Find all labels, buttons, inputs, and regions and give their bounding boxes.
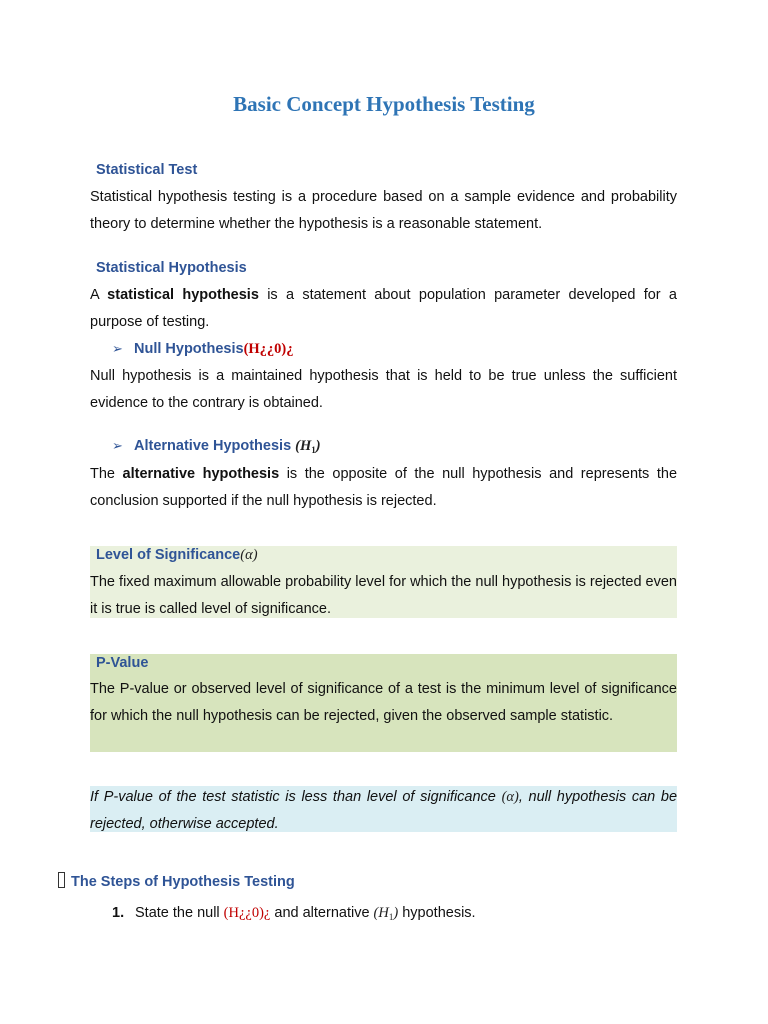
steps-heading: The Steps of Hypothesis Testing: [58, 872, 295, 890]
statistical-test-heading: Statistical Test: [96, 162, 198, 178]
significance-text: The fixed maximum allowable probability level for which the null hypothesis is rejected even it is true is called level of significance.: [90, 574, 677, 617]
null-hypothesis-bullet: ➢ Null Hypothesis(H¿¿0)¿: [112, 341, 294, 357]
alternative-hypothesis-text: The alternative hypothesis is the opposite of the null hypothesis and represents the conclusion supported if the null hypothesis is rejected.: [90, 466, 678, 509]
alpha-symbol: (α): [501, 789, 519, 805]
significance-heading: Level of Significance(α): [96, 547, 258, 563]
p-value-text: The P-value or observed level of significance of a test is the minimum level of significance for which the null hypothesis can be rejected, given the observed sample statistic.: [90, 681, 677, 724]
p-value-heading: P-Value: [96, 655, 149, 671]
null-hypothesis-symbol: (H¿¿0)¿: [243, 341, 294, 357]
page-title: Basic Concept Hypothesis Testing: [233, 92, 535, 116]
decision-rule-note: If P-value of the test statistic is less than level of significance (α), null hypothesis can be rejected, otherwise accepted.: [90, 789, 678, 832]
arrow-bullet-icon: ➢: [112, 341, 123, 356]
arrow-bullet-icon: ➢: [112, 438, 123, 453]
statistical-test-text: Statistical hypothesis testing is a procedure based on a sample evidence and probability theory to determine whether the hypothesis is a reasonable statement.: [90, 189, 677, 232]
step-item: 1. State the null (H¿¿0)¿ and alternative $(H_1)$ hypothesis.: [112, 905, 476, 922]
null-hypothesis-text: Null hypothesis is a maintained hypothesis that is held to be true unless the sufficient evidence to the contrary is obtained.: [90, 368, 677, 411]
box-marker-icon: [58, 872, 65, 888]
alternative-hypothesis-symbol: $(H_1)$: [373, 905, 399, 922]
null-hypothesis-symbol: (H¿¿0)¿: [223, 905, 271, 921]
alternative-hypothesis-symbol: $(H_1)$: [295, 438, 321, 455]
alpha-symbol: (α): [240, 547, 258, 563]
statistical-hypothesis-text: A statistical hypothesis is a statement about population parameter developed for a purpose of testing.: [90, 287, 677, 330]
alternative-hypothesis-bullet: ➢ Alternative Hypothesis $(H_1)$: [112, 438, 321, 455]
statistical-hypothesis-heading: Statistical Hypothesis: [96, 260, 247, 276]
